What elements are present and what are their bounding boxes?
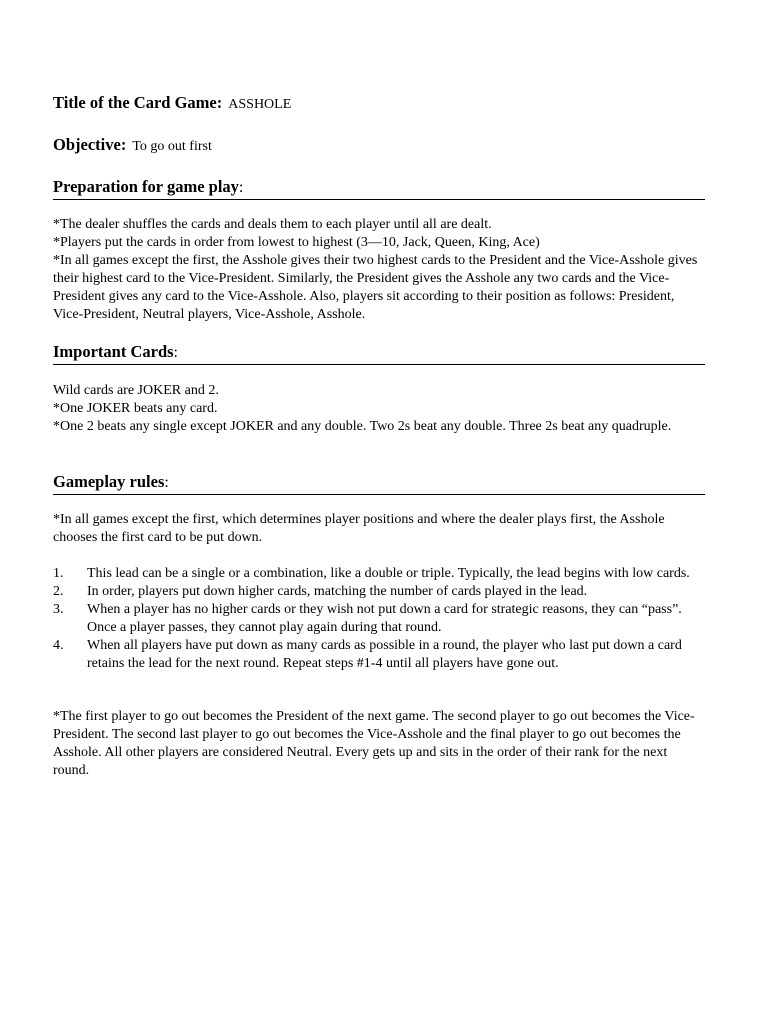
gameplay-intro	[53, 511, 705, 547]
preparation-paragraph-2: *Players put the cards in order from lowest to highest (3—10, Jack, Queen, King, Ace)	[53, 234, 540, 250]
important-cards-heading: Important Cards:	[53, 342, 705, 365]
objective-value: To go out first	[132, 139, 212, 154]
step-number: 1.	[53, 566, 64, 581]
title-value: ASSHOLE	[228, 97, 292, 112]
gameplay-heading: Gameplay rules:	[53, 472, 705, 495]
important-cards-heading-text: Important Cards	[53, 342, 174, 361]
title-label: Title of the Card Game:	[53, 93, 223, 112]
objective-label-text: Objective	[53, 135, 121, 154]
important-cards-paragraph-1: Wild cards are JOKER and 2.	[53, 383, 219, 398]
step-text: In order, players put down higher cards, matching the number of cards played in the lead.	[87, 583, 588, 599]
step-number: 2.	[53, 583, 64, 599]
step-number: 3.	[53, 601, 64, 617]
step-text: When all players have put down as many cards as possible in a round, the player who last put down a card retains the lead for the next round. Repeat steps #1-4 until all players have gone out.	[87, 637, 682, 671]
preparation-paragraph-1: *The dealer shuffles the cards and deals them to each player until all are dealt.	[53, 217, 492, 232]
objective-label: Objective:	[53, 135, 127, 154]
step-number: 4.	[53, 637, 64, 653]
gameplay-heading-text: Gameplay rules	[53, 472, 165, 491]
gameplay-closing-paragraph: *The first player to go out becomes the President of the next game. The second player to go out becomes the Vice-President. The second last player to go out becomes the Vice-Asshole and the final player to go out becomes the Asshole. All other players are considered Neutral. Every gets up and sits in the order of their rank for the next round.	[53, 709, 695, 778]
list-item	[53, 601, 705, 637]
list-item	[53, 637, 705, 673]
list-item	[53, 565, 705, 583]
step-text: This lead can be a single or a combination, like a double or triple. Typically, the lead begins with low cards.	[87, 566, 690, 581]
list-item	[53, 583, 705, 601]
gameplay-closing	[53, 708, 705, 780]
preparation-heading-text: Preparation for game play	[53, 177, 239, 196]
important-cards-paragraph-2: *One JOKER beats any card.	[53, 400, 218, 416]
objective-line	[53, 135, 212, 157]
gameplay-intro-paragraph: *In all games except the first, which determines player positions and where the dealer plays first, the Asshole chooses the first card to be put down.	[53, 512, 665, 545]
gameplay-steps-list	[53, 565, 705, 672]
title-line	[53, 93, 291, 115]
important-cards-text	[53, 382, 705, 436]
preparation-paragraph-3: *In all games except the first, the Asshole gives their two highest cards to the President and the Vice-Asshole gives their highest card to the Vice-President. Similarly, the President gives the Asshole any two cards and the Vice-President gives any card to the Vice-Asshole. Also, players sit according to their position as follows: President, Vice-President, Neutral players, Vice-Asshole, Asshole.	[53, 252, 698, 322]
preparation-heading: Preparation for game play:	[53, 177, 705, 200]
title-label-text: Title of the Card Game	[53, 93, 217, 112]
preparation-text	[53, 216, 705, 323]
step-text: When a player has no higher cards or they wish not put down a card for strategic reasons, they can “pass”. Once a player passes, they cannot play again during that round.	[87, 601, 682, 635]
important-cards-paragraph-3: *One 2 beats any single except JOKER and any double. Two 2s beat any double. Three 2s beat any quadruple.	[53, 418, 672, 434]
